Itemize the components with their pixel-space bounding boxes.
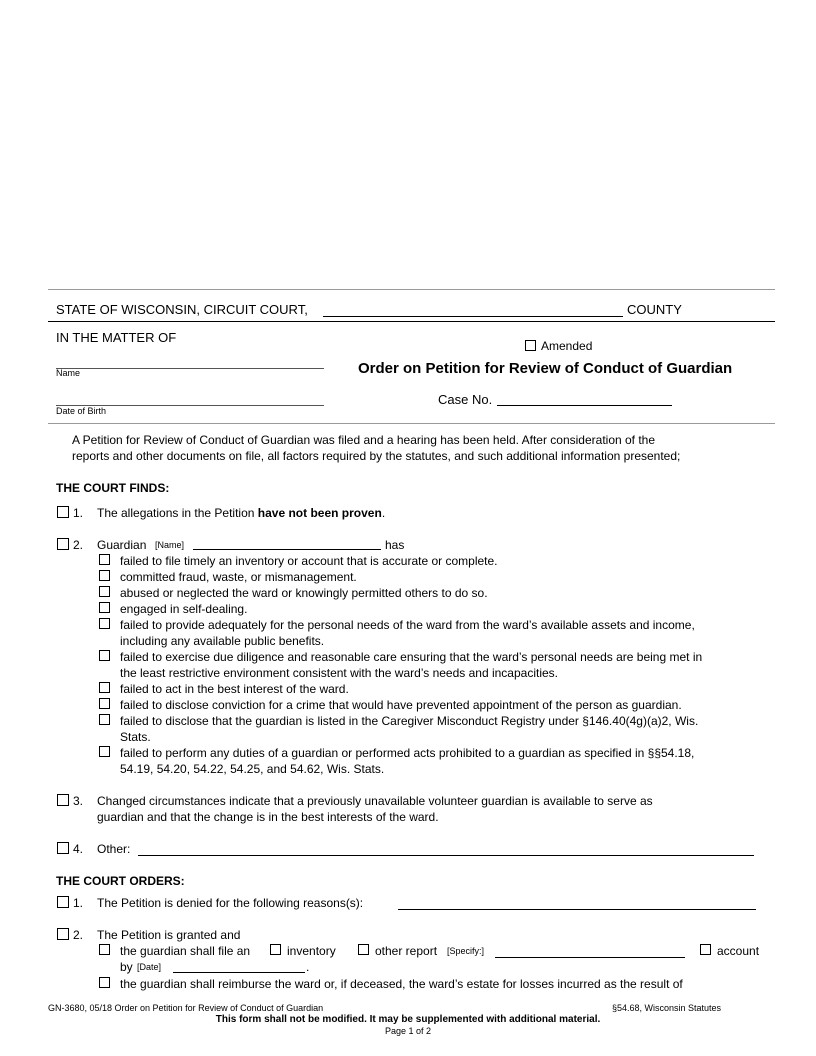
date-period: .	[306, 960, 310, 974]
finding-2-sub-4-checkbox[interactable]	[99, 602, 110, 613]
report-date-input[interactable]	[173, 972, 305, 973]
finding-2-sub-10-text-cont: 54.19, 54.20, 54.22, 54.25, and 54.62, Wis. Stats.	[120, 762, 385, 776]
date-hint: [Date]	[137, 962, 162, 972]
finding-2-sub-9-checkbox[interactable]	[99, 714, 110, 725]
finding-4-other-input[interactable]	[138, 855, 754, 856]
finding-2-sub-5-text: failed to provide adequately for the personal needs of the ward from the ward’s available assets and income,	[120, 618, 695, 632]
account-label: account	[717, 944, 760, 958]
order-2-label: The Petition is granted and	[97, 928, 241, 942]
finding-3-line-2: guardian and that the change is in the best interests of the ward.	[97, 810, 439, 824]
finding-4-other-label: Other:	[97, 842, 131, 856]
file-report-checkbox[interactable]	[99, 944, 110, 955]
court-orders-heading: THE COURT ORDERS:	[56, 874, 185, 888]
finding-2-sub-4-text: engaged in self-dealing.	[120, 602, 248, 616]
state-court-label: STATE OF WISCONSIN, CIRCUIT COURT,	[56, 302, 308, 317]
amended-checkbox[interactable]	[525, 340, 536, 351]
other-report-checkbox[interactable]	[358, 944, 369, 955]
guardian-label: Guardian	[97, 538, 147, 552]
finding-2-sub-2-text: committed fraud, waste, or mismanagement.	[120, 570, 357, 584]
finding-2-sub-9-text: failed to disclose that the guardian is listed in the Caregiver Misconduct Registry under §146.40(4g)(a)2, Wis.	[120, 714, 699, 728]
finding-2-checkbox[interactable]	[57, 538, 69, 550]
order-2-number: 2.	[73, 928, 84, 942]
finding-2-sub-8-text: failed to disclose conviction for a crime that would have prevented appointment of the person as guardian.	[120, 698, 682, 712]
finding-4-checkbox[interactable]	[57, 842, 69, 854]
other-report-label: other report	[375, 944, 438, 958]
order-1-reasons-input[interactable]	[398, 909, 756, 910]
order-1-label: The Petition is denied for the following reasons(s):	[97, 896, 364, 910]
specify-hint: [Specify:]	[447, 946, 485, 956]
footer-form-id: GN-3680, 05/18 Order on Petition for Review of Conduct of Guardian	[48, 1003, 324, 1013]
finding-1-checkbox[interactable]	[57, 506, 69, 518]
finding-2-sub-3-text: abused or neglected the ward or knowingly permitted others to do so.	[120, 586, 488, 600]
court-finds-heading: THE COURT FINDS:	[56, 481, 170, 495]
finding-2-sub-9-text-cont: Stats.	[120, 730, 151, 744]
footer-notice: This form shall not be modified. It may be supplemented with additional material.	[215, 1014, 601, 1025]
order-1-number: 1.	[73, 896, 84, 910]
finding-2-sub-1-text: failed to file timely an inventory or account that is accurate or complete.	[120, 554, 498, 568]
order-2-checkbox[interactable]	[57, 928, 69, 940]
county-label: COUNTY	[627, 302, 682, 317]
name-label: Name	[56, 368, 81, 378]
guardian-has-label: has	[385, 538, 405, 552]
case-no-input[interactable]	[497, 405, 672, 406]
top-rule	[48, 289, 775, 290]
finding-2-sub-3-checkbox[interactable]	[99, 586, 110, 597]
finding-3-line-1: Changed circumstances indicate that a previously unavailable volunteer guardian is available to serve as	[97, 794, 653, 808]
intro-line-2: reports and other documents on file, all factors required by the statutes, and such additional information presented;	[72, 449, 681, 463]
county-input[interactable]	[323, 316, 623, 317]
finding-2-sub-5-checkbox[interactable]	[99, 618, 110, 629]
inventory-label: inventory	[287, 944, 336, 958]
finding-2-sub-10-checkbox[interactable]	[99, 746, 110, 757]
guardian-name-hint: [Name]	[155, 540, 185, 550]
reimburse-label: the guardian shall reimburse the ward or, if deceased, the ward’s estate for losses incurred as the result of	[120, 977, 683, 991]
finding-2-sub-8-checkbox[interactable]	[99, 698, 110, 709]
guardian-name-input[interactable]	[193, 549, 381, 550]
finding-2-sub-10-text: failed to perform any duties of a guardian or performed acts prohibited to a guardian as specified in §§54.18,	[120, 746, 695, 760]
finding-2-sub-1-checkbox[interactable]	[99, 554, 110, 565]
finding-2-sub-2-checkbox[interactable]	[99, 570, 110, 581]
finding-2-sub-6-checkbox[interactable]	[99, 650, 110, 661]
finding-1-number: 1.	[73, 506, 84, 520]
account-checkbox[interactable]	[700, 944, 711, 955]
other-report-specify-input[interactable]	[495, 957, 685, 958]
header-rule	[48, 321, 775, 322]
dob-label: Date of Birth	[56, 406, 107, 416]
finding-2-sub-7-checkbox[interactable]	[99, 682, 110, 693]
reimburse-checkbox[interactable]	[99, 977, 110, 988]
form-title: Order on Petition for Review of Conduct of Guardian	[358, 360, 733, 377]
finding-2-sub-6-text: failed to exercise due diligence and reasonable care ensuring that the ward’s personal needs are being met in	[120, 650, 703, 664]
case-no-label: Case No.	[438, 392, 493, 407]
finding-2-sub-5-text-cont: including any available public benefits.	[120, 634, 325, 648]
finding-3-number: 3.	[73, 794, 84, 808]
intro-line-1: A Petition for Review of Conduct of Guardian was filed and a hearing has been held. After consideration of the	[72, 433, 656, 447]
inventory-checkbox[interactable]	[270, 944, 281, 955]
name-input[interactable]	[56, 368, 324, 369]
order-1-checkbox[interactable]	[57, 896, 69, 908]
finding-1-text: The allegations in the Petition have not been proven.	[97, 506, 386, 520]
file-report-label: the guardian shall file an	[120, 944, 251, 958]
by-label: by	[120, 960, 133, 974]
finding-2-sub-6-text-cont: the least restrictive environment consistent with the ward’s needs and incapacities.	[120, 666, 559, 680]
finding-4-number: 4.	[73, 842, 84, 856]
footer-page-number: Page 1 of 2	[384, 1026, 432, 1036]
finding-2-sub-7-text: failed to act in the best interest of the ward.	[120, 682, 349, 696]
finding-2-number: 2.	[73, 538, 84, 552]
finding-3-checkbox[interactable]	[57, 794, 69, 806]
matter-of-label: IN THE MATTER OF	[56, 330, 177, 345]
amended-label: Amended	[541, 339, 593, 353]
footer-statute: §54.68, Wisconsin Statutes	[612, 1003, 722, 1013]
header-bottom-rule	[48, 423, 775, 424]
